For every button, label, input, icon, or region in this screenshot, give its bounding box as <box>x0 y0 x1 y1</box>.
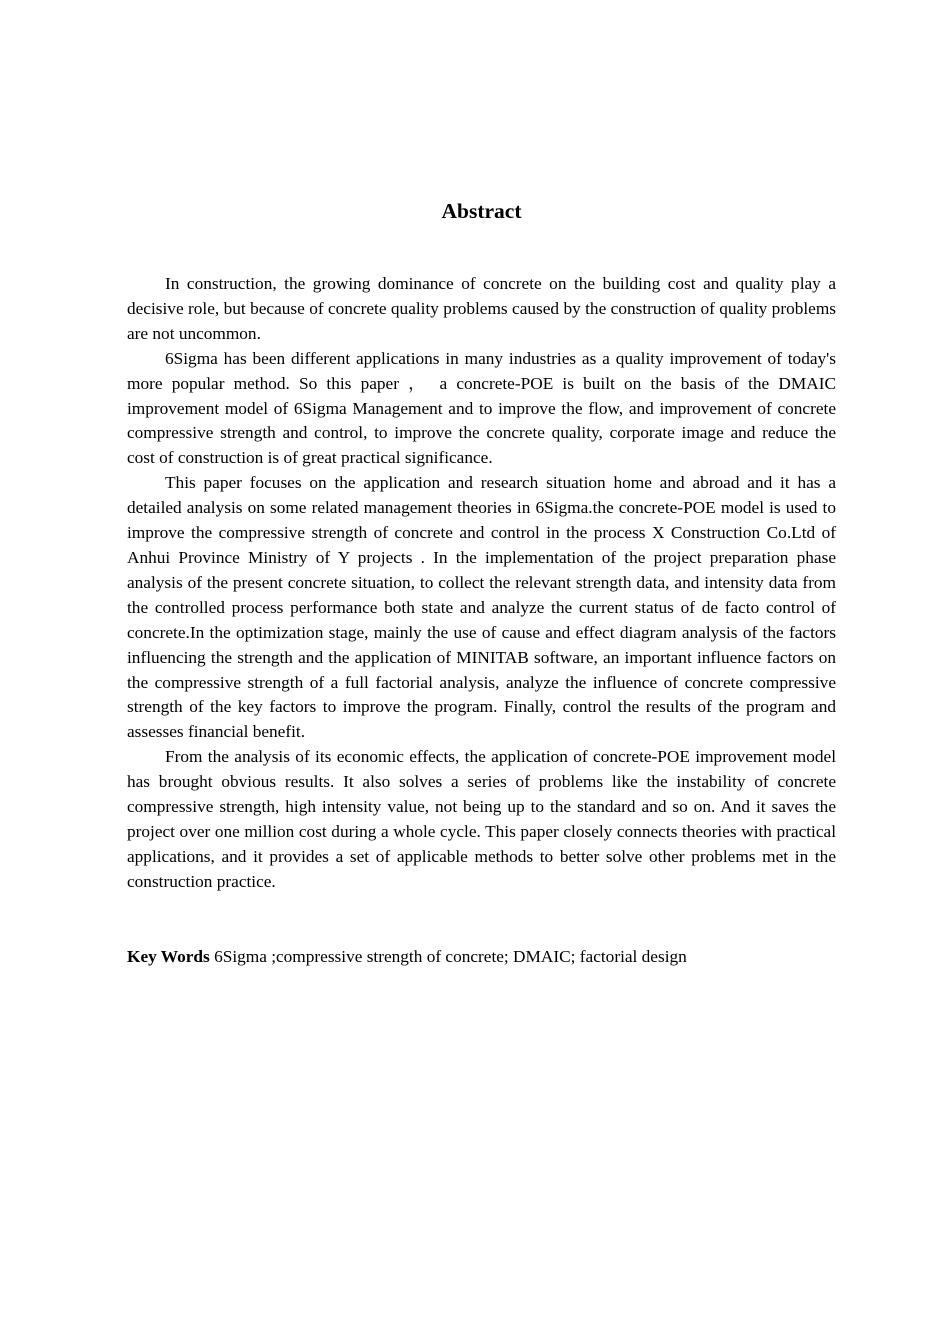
abstract-paragraph-1: In construction, the growing dominance of concrete on the building cost and quality play a decisive role, but because of concrete quality problems caused by the construction of quality problems are not uncommon. <box>127 274 836 343</box>
abstract-title: Abstract <box>441 199 522 223</box>
keywords-label: Key Words <box>127 947 210 966</box>
abstract-paragraph-4: From the analysis of its economic effects, the application of concrete-POE improvement model has brought obvious results. It also solves a series of problems like the instability of concrete compressive strength, high intensity value, not being up to the standard and so on. And it saves the project over one million cost during a whole cycle. This paper closely connects theories with practical applications, and it provides a set of applicable methods to better solve other problems met in the construction practice. <box>127 747 836 891</box>
abstract-paragraph-2: 6Sigma has been different applications in many industries as a quality improvement of today's more popular method. So this paper ， a concrete-POE is built on the basis of the DMAIC improvement model of 6Sigma Management and to improve the flow, and improvement of concrete compressive strength and control, to improve the concrete quality, corporate image and reduce the cost of construction is of great practical significance. <box>127 348 836 468</box>
abstract-body <box>127 272 836 895</box>
abstract-paragraph-3: This paper focuses on the application and research situation home and abroad and it has a detailed analysis on some related management theories in 6Sigma.the concrete-POE model is used to improve the compressive strength of concrete and control in the process X Construction Co.Ltd of Anhui Province Ministry of Y projects . In the implementation of the project preparation phase analysis of the present concrete situation, to collect the relevant strength data, and intensity data from the controlled process performance both state and analyze the current status of de facto control of concrete.In the optimization stage, mainly the use of cause and effect diagram analysis of the factors influencing the strength and the application of MINITAB software, an important influence factors on the compressive strength of a full factorial analysis, analyze the influence of concrete compressive strength of the key factors to improve the program. Finally, control the results of the program and assesses financial benefit. <box>127 473 836 742</box>
keywords-text: 6Sigma ;compressive strength of concrete; DMAIC; factorial design <box>209 947 687 966</box>
keywords-line <box>127 945 836 970</box>
